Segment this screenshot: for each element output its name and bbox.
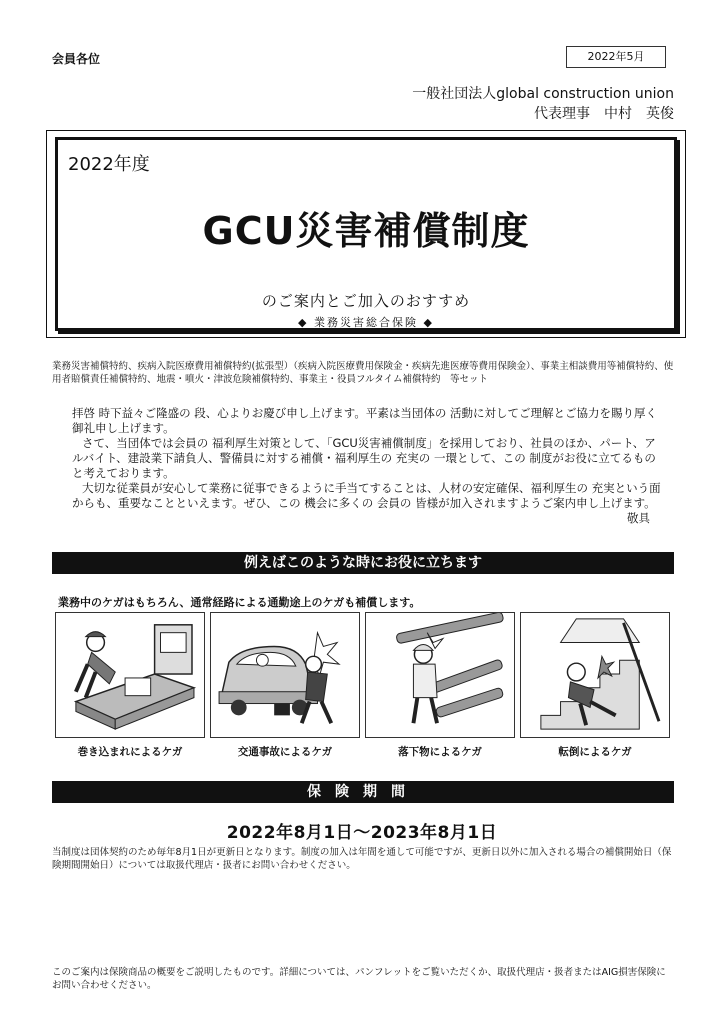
- period-heading: 保険期間: [52, 781, 674, 803]
- example-caption: 交通事故によるケガ: [237, 746, 333, 758]
- caught-in-machine-icon: [55, 612, 205, 738]
- letter-paragraph: さて、当団体では会員の 福利厚生対策として、「GCU災害補償制度」を採用しており、社員のほか、パート、アルバイト、建設業下請負人、警備員に対する補償・福利厚生の 充実の 一環として、この 制度がお役に立てるものと考えております。: [72, 436, 656, 480]
- example-caption: 巻き込まれによるケガ: [77, 746, 183, 758]
- examples-heading: 例えばこのような時にお役に立ちます: [52, 552, 674, 574]
- coverage-note: 業務中のケガはもちろん、通常経路による通勤途上のケガも補償します。: [58, 596, 421, 609]
- falling-object-icon: [365, 612, 515, 738]
- fall-down-stairs-icon: [520, 612, 670, 738]
- traffic-accident-icon: [210, 612, 360, 738]
- org-name: 一般社団法人global construction union: [412, 86, 674, 102]
- page-title: GCU災害補償制度: [202, 209, 530, 253]
- title-box: [46, 130, 686, 338]
- rider-list: 業務災害補償特約、疾病入院医療費用補償特約(拡張型）（疾病入院医療費用保険金・疾病先進医療等費用保険金）、事業主相談費用等補償特約、使用者賠償責任補償特約、地震・噴火・津波危険補償特約、事業主・役員フルタイム補償特約 等セット: [52, 361, 674, 385]
- example-caption: 落下物によるケガ: [398, 746, 482, 758]
- period-note: 当制度は団体契約のため毎年8月1日が更新日となります。制度の加入は年間を通して可能ですが、更新日以外に加入される場合の補償開始日（保険期間開始日）については取扱代理店・扱者にお問い合わせください。: [52, 847, 672, 871]
- footer-disclaimer: このご案内は保険商品の概要をご説明したものです。詳細については、パンフレットをご覧いただくか、取扱代理店・扱者またはAIG損害保険にお問い合わせください。: [52, 967, 666, 991]
- letter-paragraph: 拝啓 時下益々ご隆盛の 段、心よりお慶び申し上げます。平素は当団体の 活動に対してご理解とご協力を賜り厚く御礼申し上げます。: [72, 406, 658, 435]
- representative: 代表理事 中村 英俊: [534, 106, 674, 122]
- title-inner-frame: [55, 137, 677, 331]
- sender-block: [412, 84, 674, 124]
- letter-paragraph: 大切な従業員が安心して業務に従事できるように手当てすることは、人材の安定確保、福利厚生の 充実という面からも、重要なことといえます。ぜひ、この 機会に多くの 会員の 皆様が加入されますようご案内申し上げます。: [72, 481, 661, 510]
- insurance-period: 2022年8月1日～2023年8月1日: [226, 823, 498, 843]
- greeting-letter: [72, 406, 664, 526]
- title-year: 2022年度: [68, 154, 150, 175]
- issue-date: 2022年5月: [566, 46, 666, 68]
- insurance-type-tag: ◆ 業務災害総合保険 ◆: [298, 316, 434, 329]
- example-caption: 転倒によるケガ: [558, 746, 632, 758]
- title-subtitle: のご案内とご加入のおすすめ: [261, 292, 471, 310]
- addressee: 会員各位: [52, 52, 101, 66]
- letter-closing: 敬具: [627, 511, 650, 525]
